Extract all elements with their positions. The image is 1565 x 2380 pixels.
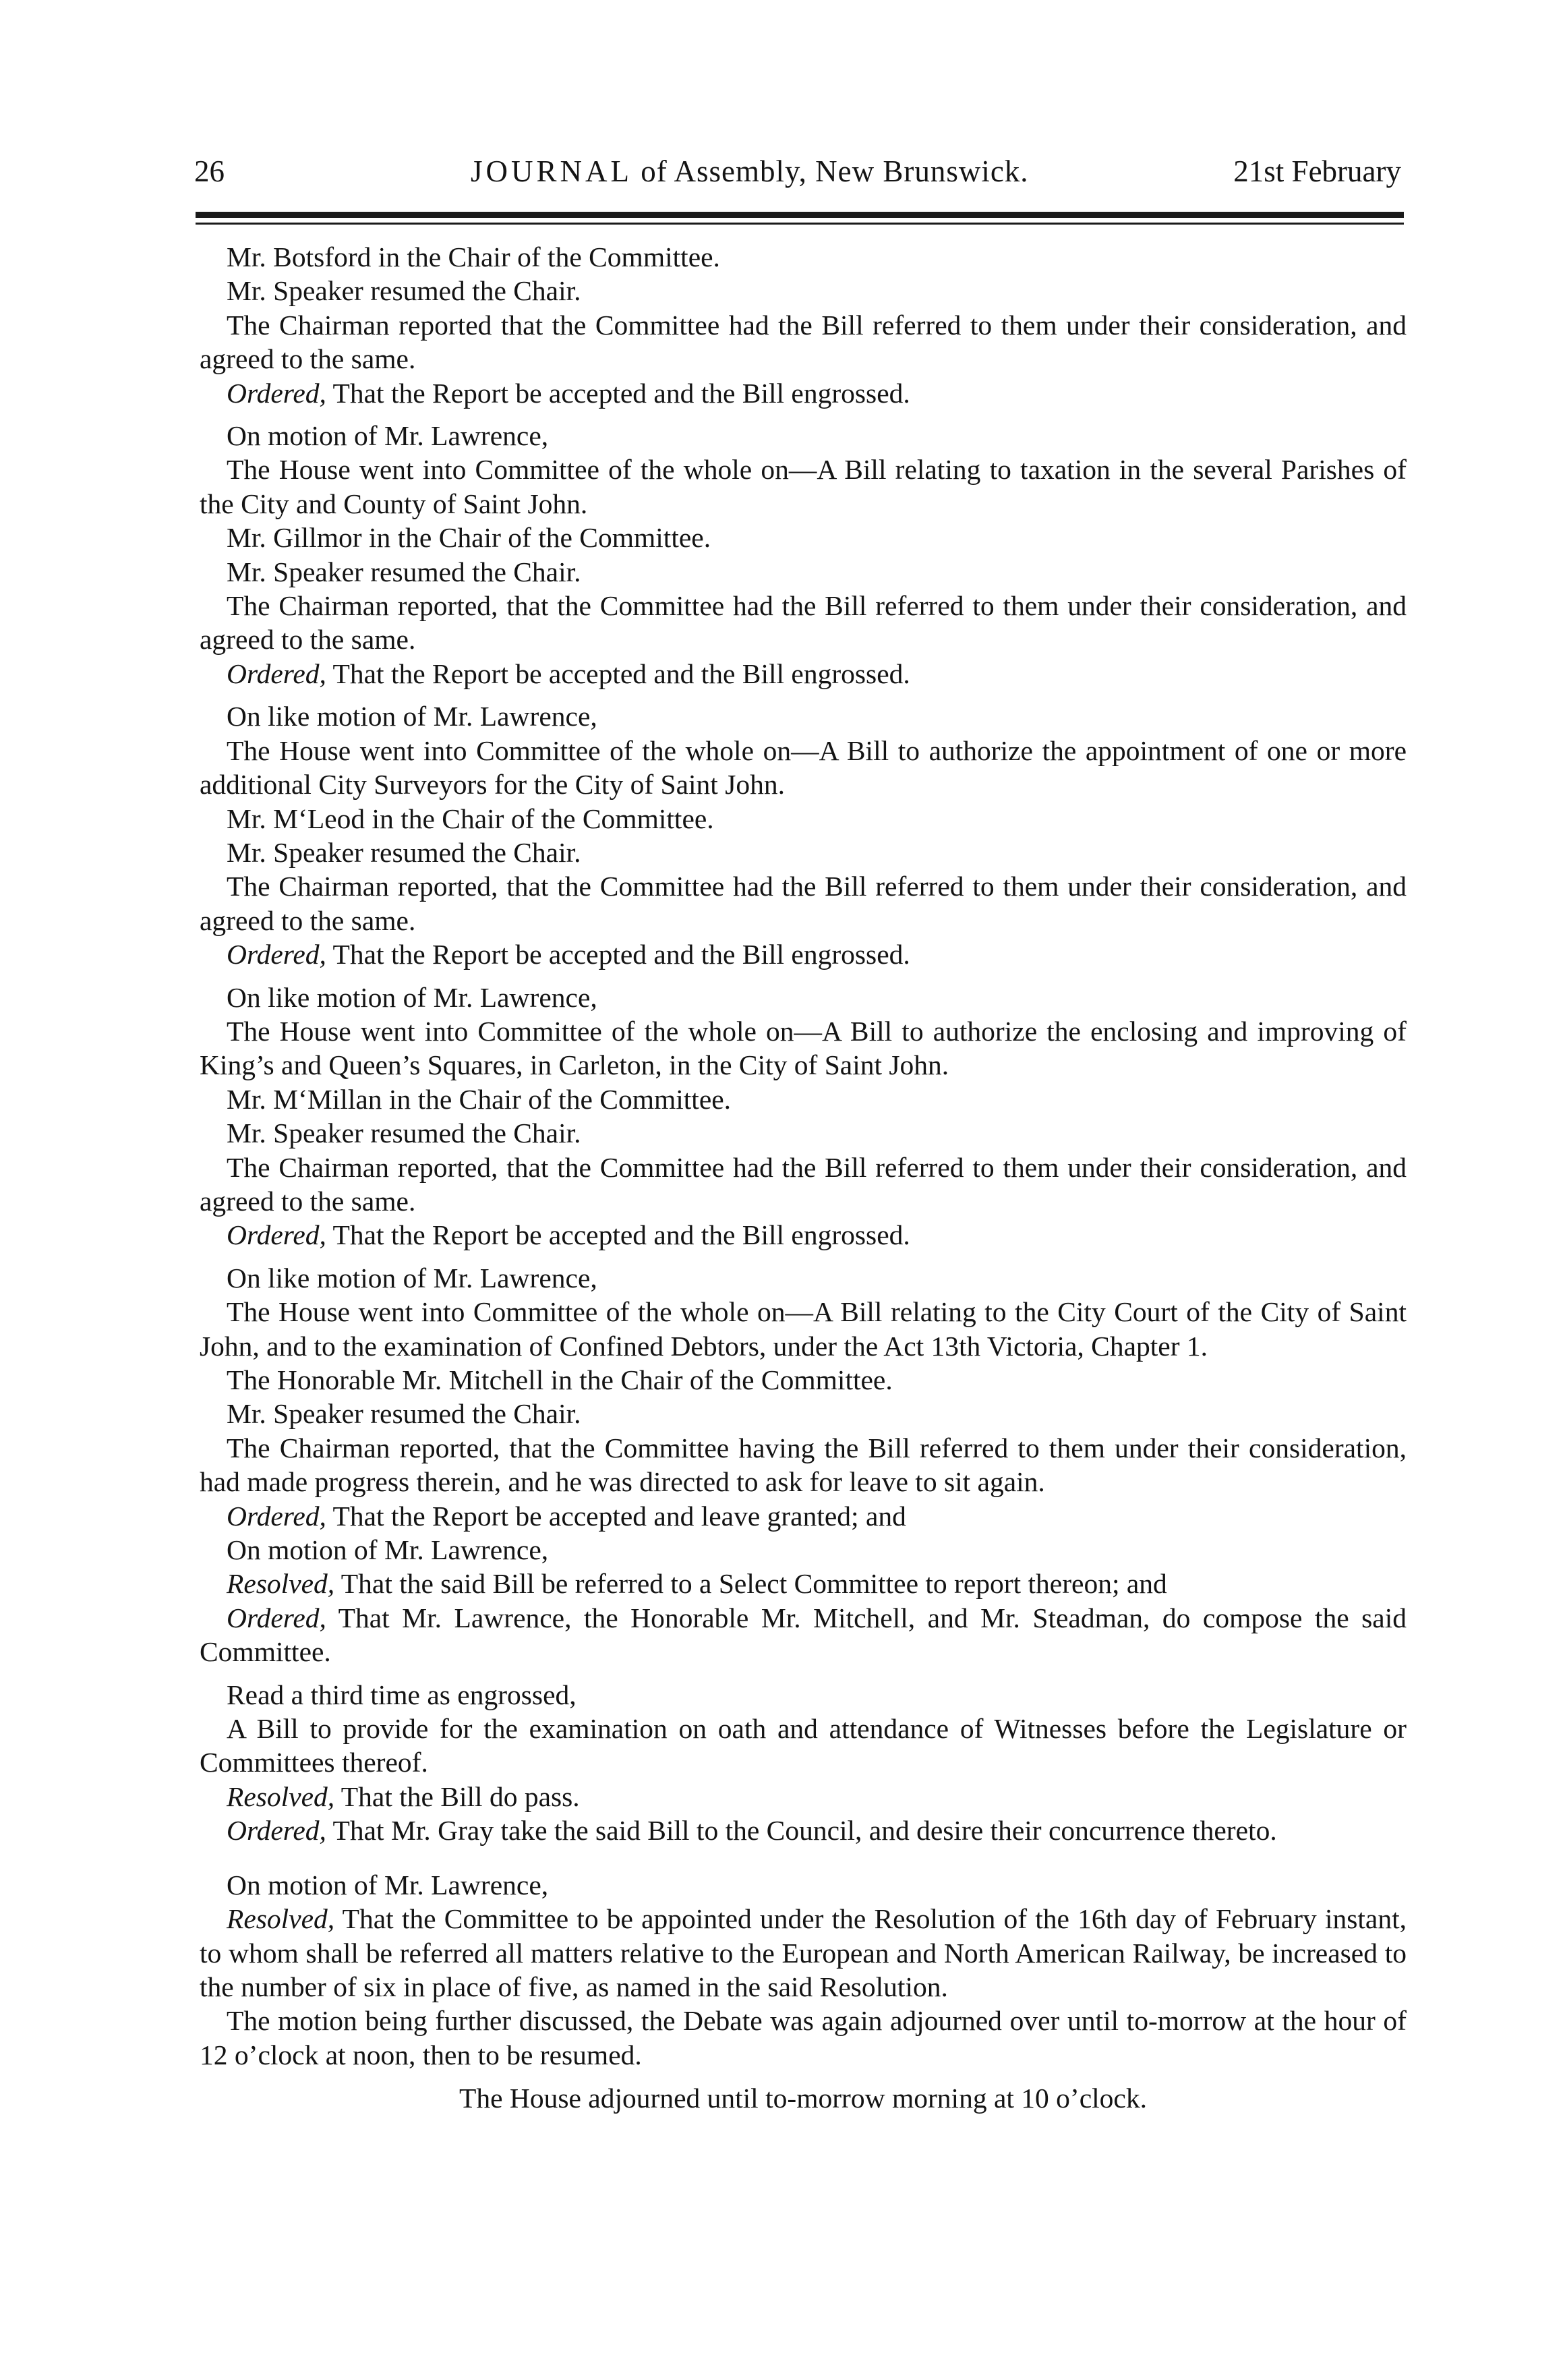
paragraph: Ordered, That the Report be accepted and the Bill engrossed. [227, 939, 910, 970]
paragraph: On motion of Mr. Lawrence, [227, 1534, 549, 1566]
paragraph: The Chairman reported, that the Committee had the Bill referred to them under their consideration, and agreed to the same. [200, 871, 1407, 936]
paragraph: Read a third time as engrossed, [227, 1679, 577, 1710]
lead-word: Ordered, [227, 1602, 326, 1633]
journal-title-rest: of Assembly, New Brunswick. [632, 154, 1029, 188]
paragraph: The Chairman reported, that the Committee had the Bill referred to them under their consideration, and agreed to the same. [200, 1151, 1407, 1217]
paragraph: On motion of Mr. Lawrence, [227, 1869, 549, 1900]
paragraph: Ordered, That the Report be accepted and the Bill engrossed. [227, 377, 910, 409]
lead-word: Ordered, [227, 658, 326, 689]
paragraph: The House went into Committee of the whole on—A Bill relating to the City Court of the City of Saint John, and to the examination of Confined Debtors, under the Act 13th Victoria, Chapter 1. [200, 1296, 1407, 1362]
paragraph: The Chairman reported, that the Committee had the Bill referred to them under their consideration, and agreed to the same. [200, 590, 1407, 656]
paragraph: The motion being further discussed, the Debate was again adjourned over until to-morrow at the hour of 12 o’clock at noon, then to be resumed. [200, 2005, 1407, 2070]
paragraph: Mr. M‘Leod in the Chair of the Committee. [227, 803, 714, 834]
paragraph: The House went into Committee of the whole on—A Bill relating to taxation in the several Parishes of the City and County of Saint John. [200, 454, 1407, 519]
paragraph: The House went into Committee of the whole on—A Bill to authorize the enclosing and improving of King’s and Queen’s Squares, in Carleton, in the City of Saint John. [200, 1015, 1407, 1081]
paragraph: Mr. M‘Millan in the Chair of the Committee. [227, 1083, 732, 1115]
paragraph: Ordered, That the Report be accepted and the Bill engrossed. [227, 658, 910, 689]
paragraph: On like motion of Mr. Lawrence, [227, 1262, 597, 1294]
paragraph: Resolved, That the Bill do pass. [227, 1780, 580, 1812]
lead-word: Ordered, [227, 1815, 326, 1847]
journal-body [200, 240, 1407, 2143]
paragraph: Mr. Speaker resumed the Chair. [227, 1118, 581, 1149]
paragraph: Ordered, That Mr. Lawrence, the Honorable Mr. Mitchell, and Mr. Steadman, do compose the said Committee. [200, 1602, 1407, 1668]
paragraph: A Bill to provide for the examination on oath and attendance of Witnesses before the Legislature or Committees thereof. [200, 1713, 1407, 1778]
paragraph: Mr. Speaker resumed the Chair. [227, 836, 581, 868]
paragraph: Mr. Botsford in the Chair of the Committee. [227, 241, 720, 272]
paragraph: The House went into Committee of the whole on—A Bill to authorize the appointment of one or more additional City Surveyors for the City of Saint John. [200, 734, 1407, 801]
paragraph: Resolved, That the Committee to be appointed under the Resolution of the 16th day of February instant, to whom shall be referred all matters relative to the European and North American Railway, be increased to the number of six in place of five, as named in the said Resolution. [200, 1903, 1407, 2002]
page-number: 26 [194, 154, 225, 188]
running-header [194, 154, 1401, 201]
lead-word: Ordered, [227, 1219, 326, 1251]
paragraph: The Chairman reported, that the Committee having the Bill referred to them under their consideration, had made progress therein, and he was directed to ask for leave to sit again. [200, 1432, 1407, 1498]
lead-word: Resolved, [227, 1568, 335, 1600]
paragraph: Mr. Gillmor in the Chair of the Committee. [227, 522, 711, 554]
lead-word: Ordered, [227, 1500, 326, 1532]
paragraph: Mr. Speaker resumed the Chair. [227, 556, 581, 587]
header-date: 21st February [1233, 154, 1401, 188]
paragraph: On like motion of Mr. Lawrence, [227, 981, 597, 1013]
paragraph: On motion of Mr. Lawrence, [227, 420, 549, 452]
paragraph: Mr. Speaker resumed the Chair. [227, 1398, 581, 1430]
journal-title [471, 154, 1029, 189]
header-rule-thin [196, 223, 1404, 225]
journal-word: JOURNAL [471, 154, 633, 188]
lead-word: Ordered, [227, 377, 326, 409]
paragraph: Ordered, That Mr. Gray take the said Bill to the Council, and desire their concurrence thereto. [227, 1815, 1277, 1847]
paragraph: On like motion of Mr. Lawrence, [227, 701, 597, 732]
paragraph: Resolved, That the said Bill be referred to a Select Committee to report thereon; and [227, 1568, 1167, 1600]
paragraph: Ordered, That the Report be accepted and leave granted; and [227, 1500, 906, 1532]
paragraph: Mr. Speaker resumed the Chair. [227, 275, 581, 307]
paragraph: Ordered, That the Report be accepted and the Bill engrossed. [227, 1219, 910, 1251]
paragraph: The Chairman reported that the Committee had the Bill referred to them under their consideration, and agreed to the same. [200, 309, 1407, 375]
paragraph: The Honorable Mr. Mitchell in the Chair of the Committee. [227, 1364, 893, 1395]
header-rule-thick [196, 212, 1404, 218]
lead-word: Resolved, [227, 1780, 335, 1812]
adjournment-line: The House adjourned until to-morrow morning at 10 o’clock. [459, 2083, 1147, 2114]
lead-word: Resolved, [227, 1903, 335, 1935]
lead-word: Ordered, [227, 939, 326, 970]
